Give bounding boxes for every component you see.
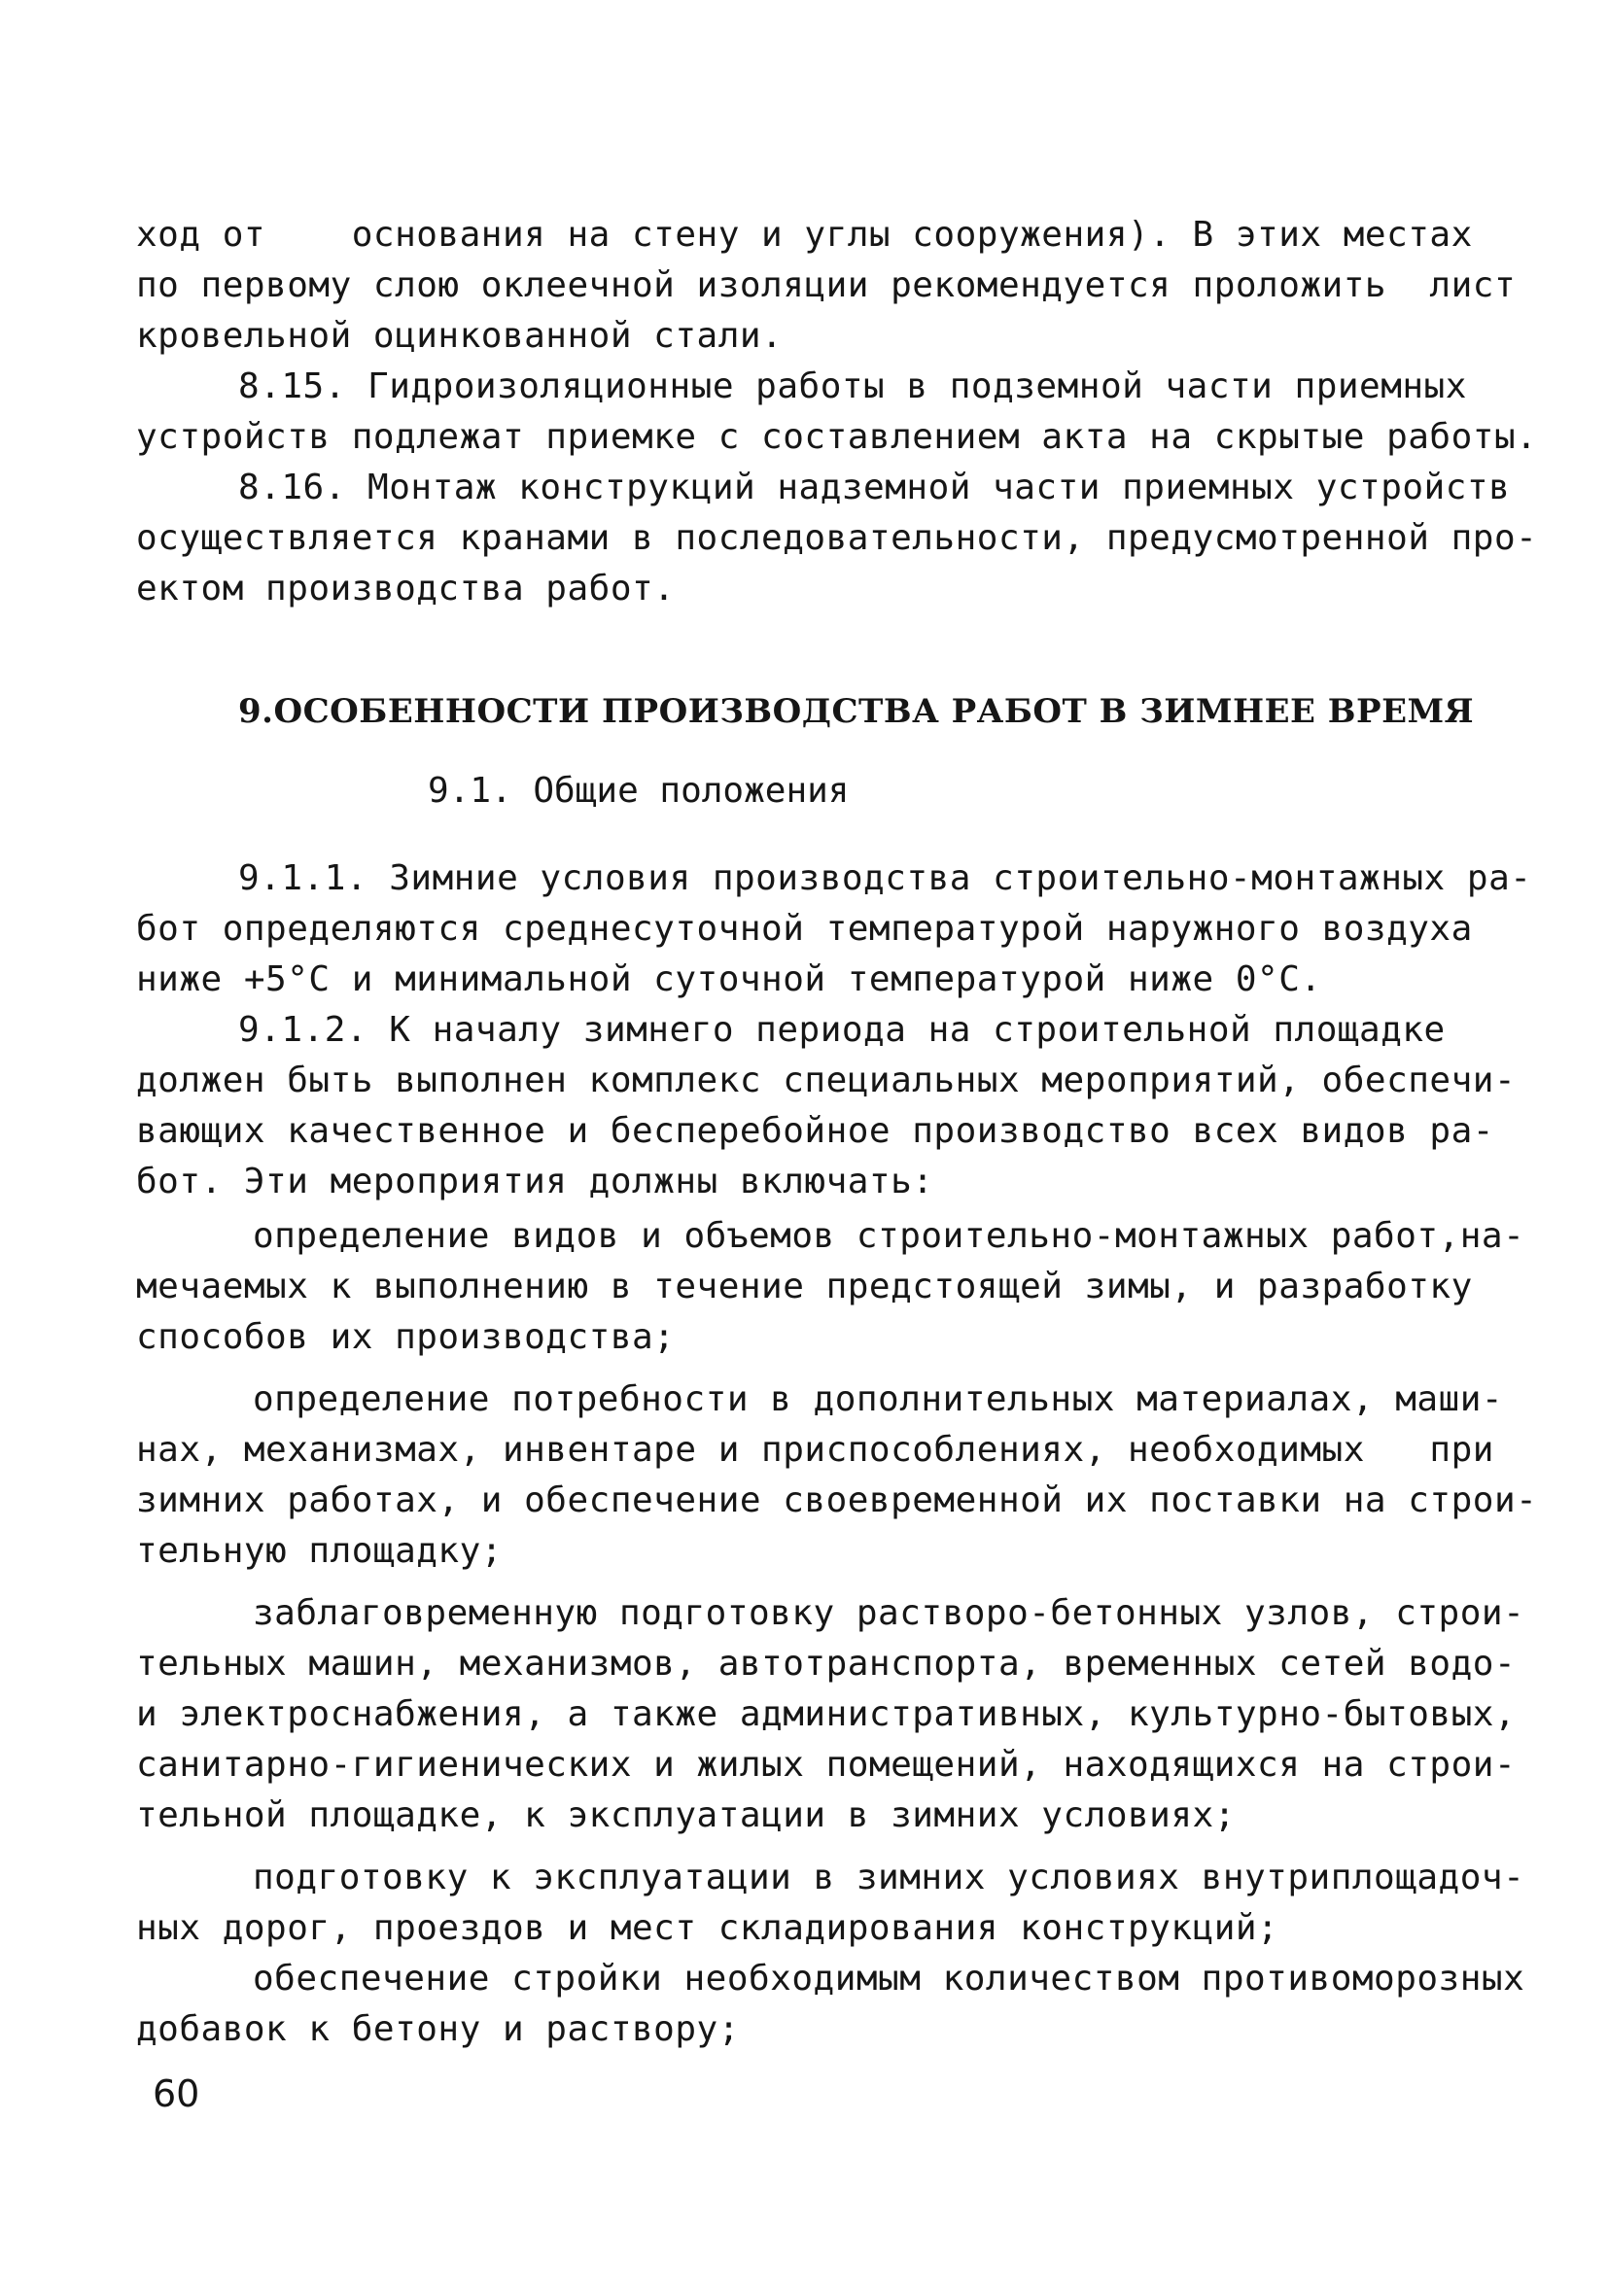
list-item-4-line-2: ных дорог, проездов и мест складирования конструкций; bbox=[136, 1908, 1279, 1948]
list-item-3-line-1: заблаговременную подготовку растворо-бетонных узлов, строи- bbox=[253, 1593, 1525, 1633]
list-item-5-line-2: добавок к бетону и раствору; bbox=[136, 2009, 740, 2049]
paragraph-8-16-line-1: 8.16. Монтаж конструкций надземной части приемных устройств bbox=[238, 468, 1511, 507]
paragraph-9-1-1-line-2: бот определяются среднесуточной температурой наружного воздуха bbox=[136, 909, 1473, 949]
paragraph-9-1-2-line-1: 9.1.2. К началу зимнего периода на строительной площадке bbox=[238, 1010, 1446, 1050]
list-item-3-line-4: санитарно-гигиенических и жилых помещений, находящихся на строи- bbox=[136, 1745, 1517, 1785]
paragraph-8-15-line-2: устройств подлежат приемке с составлением акта на скрытые работы. bbox=[136, 417, 1538, 457]
list-item-2-line-4: тельную площадку; bbox=[136, 1531, 503, 1571]
paragraph-8-14-line-2: по первому слою оклеечной изоляции рекомендуется проложить лист bbox=[136, 265, 1517, 305]
list-item-2-line-2: нах, механизмах, инвентаре и приспособлениях, необходимых при bbox=[136, 1430, 1494, 1470]
paragraph-9-1-1-line-3: ниже +5°С и минимальной суточной температурой ниже 0°С. bbox=[136, 959, 1322, 999]
paragraph-9-1-2-line-2: должен быть выполнен комплекс специальных мероприятий, обеспечи- bbox=[136, 1061, 1517, 1100]
list-item-2-line-3: зимних работах, и обеспечение своевременной их поставки на строи- bbox=[136, 1480, 1538, 1520]
paragraph-9-1-2-line-4: бот. Эти мероприятия должны включать: bbox=[136, 1162, 934, 1201]
list-item-3-line-3: и электроснабжения, а также административных, культурно-бытовых, bbox=[136, 1694, 1517, 1734]
section-heading: 9.ОСОБЕННОСТИ ПРОИЗВОДСТВА РАБОТ В ЗИМНЕЕ ВРЕМЯ bbox=[238, 692, 1475, 731]
paragraph-9-1-2-line-3: вающих качественное и бесперебойное производство всех видов ра- bbox=[136, 1111, 1494, 1151]
list-item-1-line-3: способов их производства; bbox=[136, 1317, 676, 1357]
list-item-2-line-1: определение потребности в дополнительных материалах, маши- bbox=[253, 1379, 1504, 1419]
paragraph-8-16-line-3: ектом производства работ. bbox=[136, 569, 676, 609]
page-number: 60 bbox=[153, 2072, 200, 2115]
list-item-3-line-5: тельной площадке, к эксплуатации в зимних условиях; bbox=[136, 1795, 1236, 1835]
subsection-heading: 9.1. Общие положения bbox=[428, 771, 850, 811]
list-item-3-line-2: тельных машин, механизмов, автотранспорта, временных сетей водо- bbox=[136, 1644, 1517, 1684]
list-item-1-line-1: определение видов и объемов строительно-монтажных работ,на- bbox=[253, 1216, 1525, 1256]
paragraph-8-15-line-1: 8.15. Гидроизоляционные работы в подземной части приемных bbox=[238, 366, 1467, 406]
paragraph-8-14-line-3: кровельной оцинкованной стали. bbox=[136, 316, 784, 356]
paragraph-8-14-line-1: ход от основания на стену и углы сооружения). В этих местах bbox=[136, 215, 1473, 255]
paragraph-9-1-1-line-1: 9.1.1. Зимние условия производства строительно-монтажных ра- bbox=[238, 858, 1532, 898]
paragraph-8-16-line-2: осуществляется кранами в последовательности, предусмотренной про- bbox=[136, 518, 1538, 558]
list-item-4-line-1: подготовку к эксплуатации в зимних условиях внутриплощадоч- bbox=[253, 1858, 1525, 1897]
list-item-5-line-1: обеспечение стройки необходимым количеством противоморозных bbox=[253, 1959, 1525, 1999]
list-item-1-line-2: мечаемых к выполнению в течение предстоящей зимы, и разработку bbox=[136, 1267, 1473, 1306]
